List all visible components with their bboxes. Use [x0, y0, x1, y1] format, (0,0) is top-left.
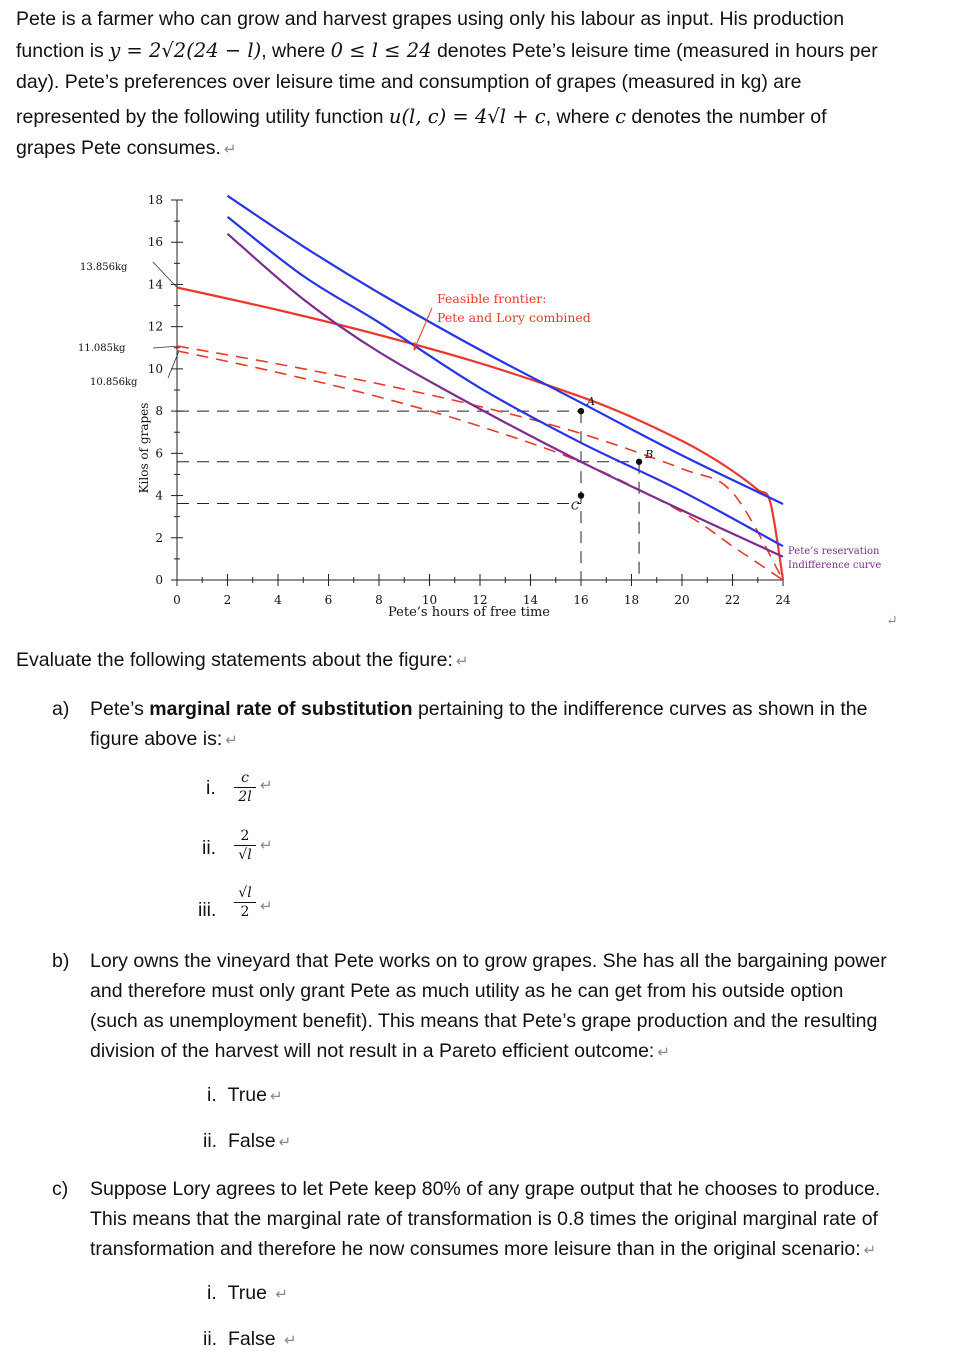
option-text: True — [227, 1084, 267, 1106]
x-tick-label: 20 — [674, 593, 690, 607]
intro-line-3: day). Pete’s preferences over leisure time and consumption of grapes (measured in kg) are — [16, 71, 802, 93]
option-roman: i. — [207, 1282, 217, 1304]
intro-text: denotes the number of — [625, 106, 827, 128]
q-a-text: pertaining to the indifference curves as shown in the — [412, 698, 868, 720]
q-b-line: (such as unemployment benefit). This means that Pete’s grape production and the resulting — [90, 1010, 878, 1032]
option-a-iii-label: iii. — [198, 899, 217, 921]
question-a-text — [90, 694, 952, 756]
y-tick-label: 14 — [147, 277, 163, 292]
fraction-bar — [234, 787, 256, 788]
fraction-bar — [234, 845, 256, 846]
y-tick-label: 8 — [155, 404, 163, 419]
y-tick-label: 6 — [155, 446, 163, 461]
x-tick-label: 12 — [472, 593, 488, 607]
option-a-ii-fraction[interactable] — [234, 828, 256, 863]
point-b-label: B — [645, 447, 654, 461]
intro-text: denotes Pete’s leisure time (measured in hours per — [431, 40, 878, 62]
pete-frontier-dashed-upper — [177, 346, 783, 580]
frontier-annotation-line2: Pete and Lory combined — [437, 310, 591, 325]
y-tick-label: 2 — [155, 530, 163, 545]
return-mark: ↵ — [657, 1044, 670, 1061]
question-b — [52, 946, 952, 1068]
q-a-text: figure above is: — [90, 728, 223, 750]
point-a-label: A — [587, 395, 595, 409]
side-value-label: 11.085kg — [78, 343, 126, 354]
option-a-i-fraction[interactable] — [234, 770, 256, 805]
intro-text: , where — [545, 106, 616, 128]
x-tick-label: 8 — [375, 593, 383, 607]
return-mark: ↵ — [863, 1242, 877, 1259]
option-text: True — [227, 1282, 267, 1304]
intro-text: represented by the following utility function — [16, 106, 389, 128]
q-b-line-text: division of the harvest will not result in a Pareto efficient outcome: — [90, 1040, 655, 1062]
return-mark: ↵ — [278, 1134, 292, 1151]
fraction-bar — [234, 902, 256, 903]
return-mark: ↵ — [260, 837, 273, 854]
x-tick-label: 16 — [573, 593, 589, 607]
question-a-label: a) — [52, 698, 70, 720]
fraction-numerator: c — [241, 770, 249, 786]
side-value-label: 13.856kg — [80, 262, 128, 273]
point-b-marker — [636, 459, 642, 465]
question-a — [52, 694, 952, 756]
x-tick-label: 22 — [724, 593, 741, 607]
q-b-line: and therefore must only grant Pete as much utility as he can get from his outside option — [90, 980, 844, 1002]
x-tick-label: 14 — [522, 593, 539, 607]
option-roman: ii. — [203, 1328, 218, 1350]
fraction-denominator: 2l — [238, 789, 252, 805]
option-a-i-label: i. — [206, 777, 216, 799]
return-mark: ↵ — [886, 613, 898, 629]
return-mark: ↵ — [455, 653, 469, 670]
option-text: False — [227, 1130, 276, 1152]
variable-c: c — [615, 105, 626, 128]
return-mark: ↵ — [275, 1286, 288, 1303]
intro-text: grapes Pete consumes. — [16, 137, 221, 159]
pete-frontier-dashed-lower — [177, 351, 783, 580]
question-b-label: b) — [52, 950, 70, 972]
q-a-text: Pete’s — [90, 698, 150, 720]
leisure-range: 0 ≤ l ≤ 24 — [330, 39, 432, 62]
q-a-bold: marginal rate of substitution — [149, 698, 413, 720]
intro-text: , where — [261, 40, 331, 62]
x-tick-label: 10 — [421, 593, 438, 607]
return-mark: ↵ — [223, 141, 237, 158]
intro-line-1: Pete is a farmer who can grow and harvest grapes using only his labour as input. His production — [16, 8, 845, 30]
return-mark: ↵ — [260, 898, 273, 915]
question-c-text — [90, 1174, 952, 1266]
utility-function: u(l, c) = 4√l + c — [388, 105, 546, 128]
x-axis-label: Pete’s hours of free time — [387, 605, 551, 620]
option-a-iii-fraction[interactable] — [234, 885, 256, 920]
y-axis-label: Kilos of grapes — [137, 402, 151, 494]
q-c-line: Suppose Lory agrees to let Pete keep 80% of any grape output that he chooses to produce. — [90, 1178, 881, 1200]
y-tick-label: 12 — [147, 319, 163, 334]
indifference-curve-upper — [228, 196, 784, 504]
reservation-annotation-line1: Pete’s reservation — [788, 546, 880, 557]
side-value-label: 10.856kg — [90, 377, 138, 388]
y-tick-label: 16 — [147, 235, 163, 250]
evaluate-heading — [16, 649, 468, 672]
option-b-true[interactable] — [207, 1084, 283, 1107]
option-c-true[interactable] — [207, 1282, 288, 1305]
chart-marks — [414, 291, 898, 629]
intro-text: function is — [16, 40, 110, 62]
option-c-false[interactable] — [203, 1328, 297, 1351]
option-a-ii-label: ii. — [202, 837, 217, 859]
grapes-leisure-chart — [0, 0, 972, 640]
y-tick-label: 4 — [155, 488, 163, 503]
fraction-denominator: √l — [238, 847, 252, 863]
q-b-line: Lory owns the vineyard that Pete works on to grow grapes. She has all the bargaining power — [90, 950, 887, 972]
return-mark: ↵ — [284, 1332, 297, 1349]
indifference-curve-middle — [228, 217, 784, 546]
option-roman: i. — [207, 1084, 217, 1106]
production-function: y = 2√2(24 − l) — [109, 39, 262, 62]
chart-series — [177, 196, 783, 580]
question-c — [52, 1174, 952, 1266]
q-c-line: This means that the marginal rate of transformation is 0.8 times the original marginal rate of — [90, 1208, 878, 1230]
chart-axes — [78, 193, 791, 620]
q-b-line — [90, 1036, 952, 1068]
question-b-text — [90, 946, 952, 1068]
return-mark: ↵ — [225, 732, 238, 749]
point-c-marker — [578, 492, 584, 498]
fraction-denominator: 2 — [240, 904, 250, 920]
x-tick-label: 6 — [324, 593, 333, 607]
y-tick-label: 10 — [147, 361, 163, 376]
fraction-numerator: √l — [238, 885, 252, 901]
reservation-annotation-line2: Indifference curve — [788, 560, 882, 571]
x-tick-label: 24 — [775, 593, 791, 607]
q-c-line-text: transformation and therefore he now consumes more leisure than in the original scenario: — [90, 1238, 861, 1260]
x-tick-label: 4 — [274, 593, 282, 607]
y-tick-label: 18 — [147, 193, 163, 207]
return-mark: ↵ — [260, 777, 273, 794]
option-b-false[interactable] — [203, 1130, 291, 1153]
y-tick-label: 0 — [155, 573, 163, 587]
point-a-marker — [578, 408, 584, 414]
q-c-line — [90, 1234, 952, 1266]
option-text: False — [227, 1328, 276, 1350]
x-tick-label: 2 — [223, 593, 232, 607]
feasible-frontier-curve — [177, 288, 783, 581]
heading-text: Evaluate the following statements about the figure: — [16, 649, 453, 671]
frontier-annotation-line1: Feasible frontier: — [437, 291, 547, 306]
return-mark: ↵ — [269, 1088, 283, 1105]
x-tick-label: 0 — [173, 593, 181, 607]
question-c-label: c) — [52, 1178, 69, 1200]
x-tick-label: 18 — [623, 593, 640, 607]
fraction-numerator: 2 — [240, 828, 250, 844]
point-c-label: C — [571, 499, 580, 513]
option-roman: ii. — [203, 1130, 218, 1152]
